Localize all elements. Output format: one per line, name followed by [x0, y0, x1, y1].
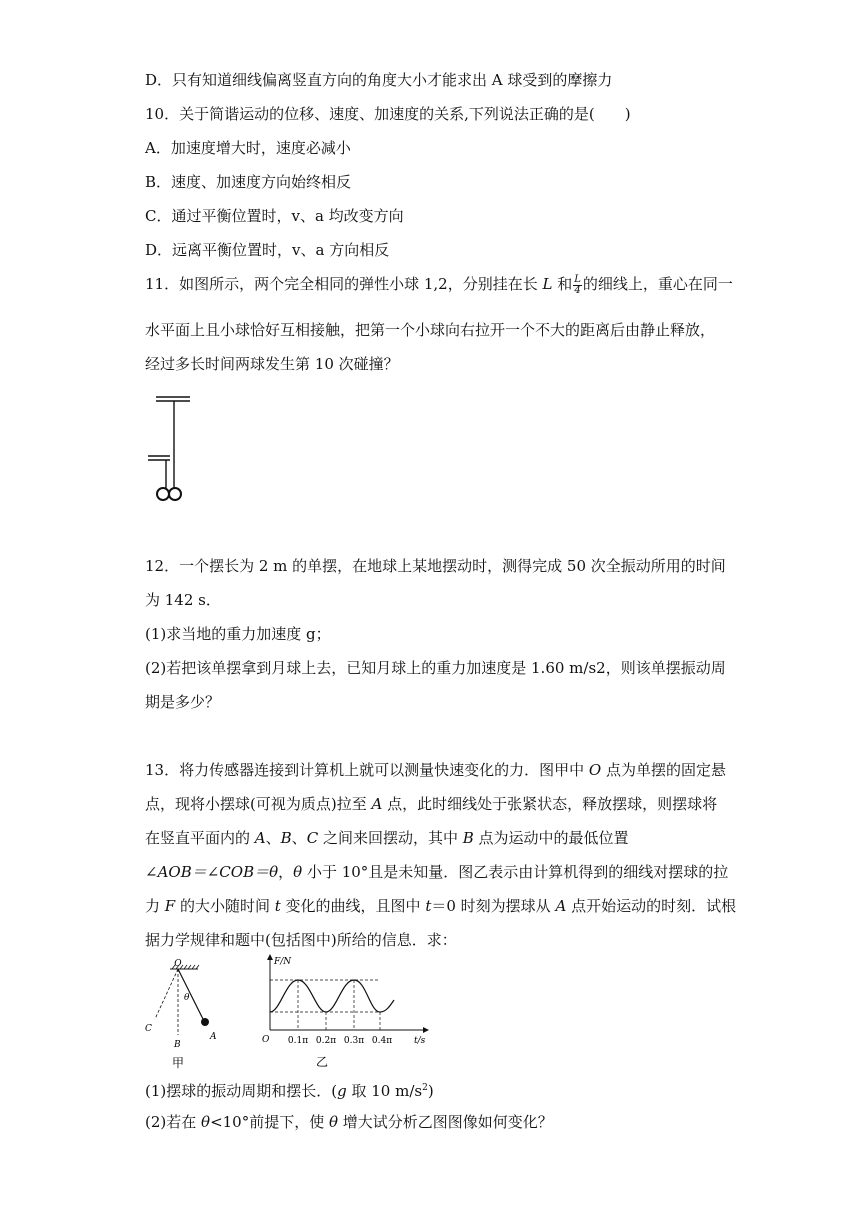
q13-line-5 [145, 896, 736, 916]
q11-text-b: 的细线上，重心在同一 [582, 275, 733, 293]
q12-part-1: (1)求当地的重力加速度 g； [145, 625, 331, 643]
q13-p1-c: ) [427, 1082, 434, 1100]
yi-xlabel: t/s [414, 1036, 426, 1046]
q11-length-l: L [542, 275, 553, 293]
q13-l4-rest2: 小于 10°且是未知量．图乙表示由计算机得到的细线对摆球的拉 [302, 863, 729, 881]
q13-l5-A: A [555, 897, 567, 915]
q11-fraction [573, 275, 582, 296]
q13-l2-b: 点，此时细线处于张紧状态，释放摆球，则摆球将 [382, 795, 718, 813]
q13-l3-s2: 、 [291, 829, 307, 847]
q13-l2-A: A [371, 795, 383, 813]
q12-part-2-line-2: 期是多少？ [145, 693, 221, 711]
jia-caption: 甲 [171, 1056, 185, 1070]
q11-fraction-num: L [574, 273, 581, 285]
jia-label-a: A [210, 1032, 217, 1042]
q13-l5-d: ＝0 时刻为摆球从 [431, 897, 556, 915]
q13-p1-b: 取 10 m/s [346, 1082, 423, 1100]
yi-tick-3: 0.3π [343, 1036, 365, 1046]
q13-l4-theta: θ [293, 863, 303, 881]
q13-p2-theta2: θ [329, 1113, 339, 1131]
q13-line-1 [145, 760, 726, 780]
q10-option-a: A．加速度增大时，速度必减小 [145, 139, 351, 157]
q13-l1-a: 13．将力传感器连接到计算机上就可以测量快速变化的力．图甲中 [145, 761, 589, 779]
q13-line-3 [145, 828, 629, 848]
q13-l3-c: 点为运动中的最低位置 [473, 829, 629, 847]
q11-line-1 [145, 274, 733, 296]
q11-text-a: 11．如图所示，两个完全相同的弹性小球 1,2，分别挂在长 [145, 275, 543, 293]
q13-p2-a: (2)若在 [145, 1113, 202, 1131]
q13-l3-B: B [280, 829, 292, 847]
q13-l3-a: 在竖直平面内的 [145, 829, 255, 847]
yi-tick-4: 0.4π [371, 1036, 393, 1046]
q10-option-b: B．速度、加速度方向始终相反 [145, 173, 352, 191]
yi-ylabel: F/N [274, 957, 292, 967]
q11-pendulum-figure [140, 390, 200, 510]
q13-l1-o: O [588, 761, 602, 779]
q13-p2-theta: θ [201, 1113, 211, 1131]
q13-l3-C: C [306, 829, 319, 847]
q12-part-2-line-1: (2)若把该单摆拿到月球上去，已知月球上的重力加速度是 1.60 m/s2，则该单摆振动周 [145, 659, 726, 677]
q13-l5-F: F [164, 897, 176, 915]
q13-part-1 [145, 1078, 434, 1101]
q13-l3-b: 之间来回摆动，其中 [318, 829, 463, 847]
yi-tick-1: 0.1π [287, 1036, 309, 1046]
q13-p1-sup: 2 [422, 1083, 428, 1093]
q12-line-1: 12．一个摆长为 2 m 的单摆，在地球上某地摆动时，测得完成 50 次全振动所用的时间 [145, 557, 726, 575]
q11-fraction-den: 4 [574, 284, 581, 296]
q13-l5-t0: t [425, 897, 432, 915]
yi-tick-2: 0.2π [315, 1036, 337, 1046]
q13-l3-A: A [254, 829, 266, 847]
q13-l5-b: 的大小随时间 [175, 897, 275, 915]
jia-label-b: B [174, 1040, 181, 1050]
q9-option-d: D．只有知道细线偏离竖直方向的角度大小才能求出 A 球受到的摩擦力 [145, 71, 613, 89]
yi-force-curve [270, 980, 394, 1012]
q13-l4-angle: ∠AOB＝∠COB＝θ [145, 863, 279, 881]
q13-p1-a: (1)摆球的振动周期和摆长．( [145, 1082, 338, 1100]
q13-l1-b: 点为单摆的固定悬 [601, 761, 726, 779]
q13-p1-g: g [337, 1082, 347, 1100]
q13-l5-c: 变化的曲线，且图中 [280, 897, 426, 915]
q13-l5-e: 点开始运动的时刻．试根 [566, 897, 737, 915]
q13-line-4 [145, 862, 728, 882]
jia-label-o: O [174, 959, 182, 969]
jia-label-c: C [145, 1024, 152, 1034]
q13-p2-c: 增大试分析乙图图像如何变化？ [338, 1113, 553, 1131]
q13-l5-a: 力 [145, 897, 165, 915]
q13-part-2 [145, 1112, 553, 1132]
jia-label-theta: θ [184, 993, 190, 1003]
q13-l3-B2: B [462, 829, 474, 847]
yi-origin: O [262, 1035, 270, 1045]
q13-l4-rest: ， [278, 863, 294, 881]
q13-line-6: 据力学规律和题中(包括图中)所给的信息．求： [145, 931, 457, 949]
q12-line-2: 为 142 s． [145, 591, 221, 609]
q13-figure-jia [140, 955, 230, 1075]
q13-l2-a: 点，现将小摆球(可视为质点)拉至 [145, 795, 372, 813]
q10-option-c: C．通过平衡位置时，v、a 均改变方向 [145, 207, 404, 225]
q13-p2-b: <10°前提下，使 [210, 1113, 329, 1131]
q11-line-2: 水平面上且小球恰好互相接触，把第一个小球向右拉开一个不大的距离后由静止释放， [145, 321, 716, 339]
q13-line-2 [145, 794, 717, 814]
q10-option-d: D．远离平衡位置时，v、a 方向相反 [145, 241, 390, 259]
q13-figure-yi [258, 950, 438, 1078]
q13-l5-t: t [274, 897, 281, 915]
q10-stem: 10．关于简谐运动的位移、速度、加速度的关系,下列说法正确的是( ) [145, 105, 631, 123]
q11-text-and: 和 [552, 275, 573, 293]
q13-l3-s1: 、 [265, 829, 281, 847]
yi-caption: 乙 [315, 1055, 329, 1069]
q11-line-3: 经过多长时间两球发生第 10 次碰撞？ [145, 355, 399, 373]
